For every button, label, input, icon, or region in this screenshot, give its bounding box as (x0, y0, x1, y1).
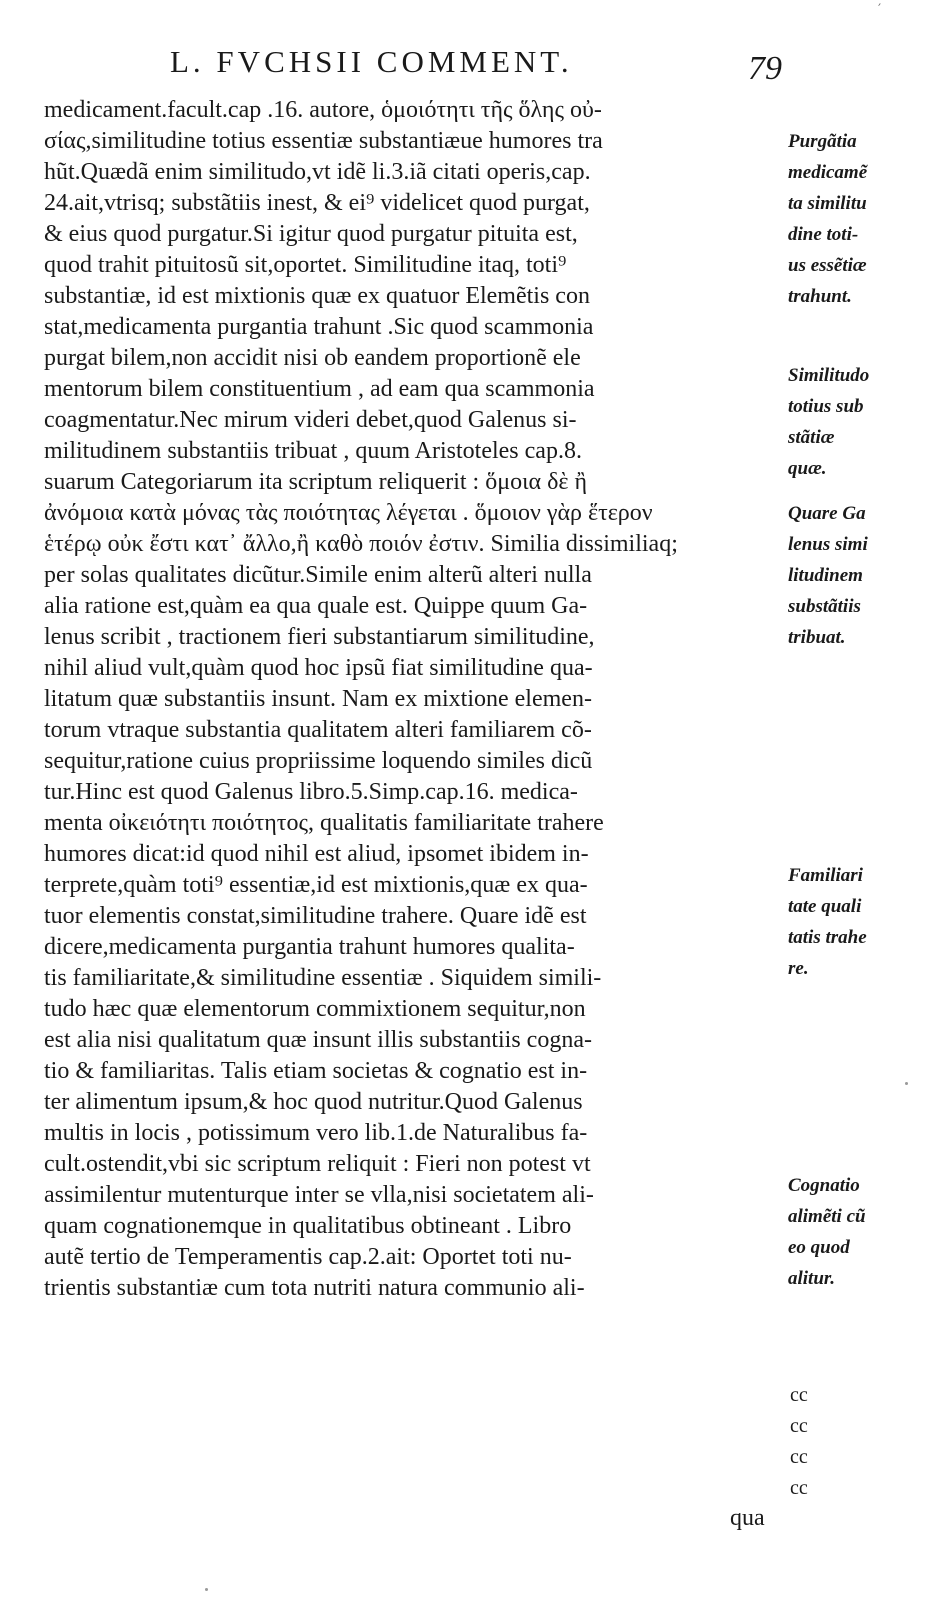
text-line: lenus scribit , tractionem fieri substantiarum similitudine, (44, 624, 595, 650)
marginal-note-line: eo quod (788, 1237, 850, 1258)
text-line: hũt.Quædã enim similitudo,vt idẽ li.3.iã citati operis,cap. (44, 159, 591, 185)
text-line: trientis substantiæ cum tota nutriti natura communio ali- (44, 1275, 585, 1301)
marginal-note-line: totius sub (788, 396, 864, 417)
text-line: humores dicat:id quod nihil est aliud, ipsomet ibidem in- (44, 841, 589, 867)
text-line: litatum quæ substantiis insunt. Nam ex mixtione elemen- (44, 686, 592, 712)
marginal-note-line: alitur. (788, 1268, 835, 1289)
text-line: quod trahit pituitosũ sit,oportet. Similitudine itaq, toti⁹ (44, 252, 567, 278)
text-line: assimilentur mutenturque inter se vlla,nisi societatem ali- (44, 1182, 594, 1208)
text-line: stat,medicamenta purgantia trahunt .Sic quod scammonia (44, 314, 594, 340)
marginal-note-cognatio (788, 1170, 923, 1294)
text-line: tis familiaritate,& similitudine essentiæ . Siquidem simili- (44, 965, 602, 991)
text-line: σίας,similitudine totius essentiæ substantiæue humores tra (44, 128, 603, 154)
text-line: tuor elementis constat,similitudine trahere. Quare idẽ est (44, 903, 587, 929)
text-line: ter alimentum ipsum,& hoc quod nutritur.Quod Galenus (44, 1089, 583, 1115)
marginal-note-line: tatis trahe (788, 927, 867, 948)
paper-speck (205, 1588, 208, 1591)
text-line: tio & familiaritas. Talis etiam societas & cognatio est in- (44, 1058, 588, 1084)
text-line: menta οἰκειότητι ποιότητος, qualitatis familiaritate trahere (44, 810, 604, 836)
marginal-note-line: Quare Ga (788, 503, 866, 524)
quotation-marks (790, 1380, 808, 1504)
running-head: L. FVCHSII COMMENT. (170, 44, 573, 79)
text-line: ἀνόμοια κατὰ μόνας τὰς ποιότητας λέγεται . ὅμοιον γὰρ ἕτερον (44, 500, 653, 526)
quotation-mark: cc (790, 1446, 808, 1468)
marginal-note-line: quæ. (788, 458, 827, 479)
text-line: autẽ tertio de Temperamentis cap.2.ait: Oportet toti nu- (44, 1244, 572, 1270)
quotation-mark: cc (790, 1384, 808, 1406)
text-line: cult.ostendit,vbi sic scriptum reliquit : Fieri non potest vt (44, 1151, 591, 1177)
corner-mark: ′ (878, 2, 882, 18)
marginal-note-line: Similitudo (788, 365, 870, 386)
marginal-note-line: us essẽtiæ (788, 255, 867, 276)
marginal-note-line: Familiari (788, 865, 863, 886)
marginal-note-line: alimẽti cũ (788, 1206, 866, 1227)
marginal-note-line: dine toti- (788, 224, 859, 245)
text-line: dicere,medicamenta purgantia trahunt humores qualita- (44, 934, 575, 960)
marginal-note-line: re. (788, 958, 809, 979)
marginal-note-line: medicamẽ (788, 162, 868, 183)
page-number: 79 (748, 50, 782, 87)
text-line: alia ratione est,quàm ea qua quale est. Quippe quum Ga- (44, 593, 588, 619)
text-line: tur.Hinc est quod Galenus libro.5.Simp.cap.16. medica- (44, 779, 578, 805)
text-line: militudinem substantiis tribuat , quum Aristoteles cap.8. (44, 438, 582, 464)
text-line: terprete,quàm toti⁹ essentiæ,id est mixtionis,quæ ex qua- (44, 872, 588, 898)
text-line: quam cognationemque in qualitatibus obtineant . Libro (44, 1213, 572, 1239)
text-line: mentorum bilem constituentium , ad eam qua scammonia (44, 376, 595, 402)
text-line: & eius quod purgatur.Si igitur quod purgatur pituita est, (44, 221, 578, 247)
text-line: nihil aliud vult,quàm quod hoc ipsũ fiat similitudine qua- (44, 655, 593, 681)
marginal-note-similitudo (788, 360, 923, 484)
text-line: suarum Categoriarum ita scriptum reliquerit : ὅμοια δὲ ἢ (44, 469, 588, 495)
text-line: coagmentatur.Nec mirum videri debet,quod Galenus si- (44, 407, 577, 433)
text-line: medicament.facult.cap .16. autore, ὁμοιότητι τῆς ὅλης οὐ- (44, 97, 602, 123)
text-line: 24.ait,vtrisq; substãtiis inest, & ei⁹ videlicet quod purgat, (44, 190, 590, 216)
text-line: torum vtraque substantia qualitatem alteri familiarem cõ- (44, 717, 592, 743)
marginal-note-line: substãtiis (788, 596, 861, 617)
marginal-note-line: lenus simi (788, 534, 868, 555)
text-line: per solas qualitates dicũtur.Simile enim alterũ alteri nulla (44, 562, 592, 588)
text-line: multis in locis , potissimum vero lib.1.de Naturalibus fa- (44, 1120, 588, 1146)
text-line: purgat bilem,non accidit nisi ob eandem proportionẽ ele (44, 345, 581, 371)
catchword: qua (730, 1505, 765, 1531)
marginal-note-line: tribuat. (788, 627, 846, 648)
marginal-note-line: trahunt. (788, 286, 852, 307)
marginal-note-line: litudinem (788, 565, 863, 586)
marginal-note-line: ta similitu (788, 193, 867, 214)
text-line: est alia nisi qualitatum quæ insunt illis substantiis cogna- (44, 1027, 592, 1053)
marginal-note-line: tate quali (788, 896, 862, 917)
text-line: tudo hæc quæ elementorum commixtionem sequitur,non (44, 996, 586, 1022)
marginal-note-line: Cognatio (788, 1175, 860, 1196)
marginal-note-familiaritate (788, 860, 923, 984)
marginal-note-line: stãtiæ (788, 427, 835, 448)
text-line: ἑτέρῳ οὐκ ἔστι κατ᾽ ἄλλο,ἢ καθὸ ποιόν ἐστιν. Similia dissimiliaq; (44, 531, 678, 557)
marginal-note-line: Purgãtia (788, 131, 857, 152)
paper-speck (905, 1082, 908, 1085)
marginal-note-quare-galenus (788, 498, 923, 653)
text-line: substantiæ, id est mixtionis quæ ex quatuor Elemẽtis con (44, 283, 590, 309)
body-text (44, 95, 784, 1304)
quotation-mark: cc (790, 1415, 808, 1437)
text-line: sequitur,ratione cuius propriissime loquendo similes dicũ (44, 748, 593, 774)
marginal-note-purgantia (788, 126, 923, 312)
quotation-mark: cc (790, 1477, 808, 1499)
